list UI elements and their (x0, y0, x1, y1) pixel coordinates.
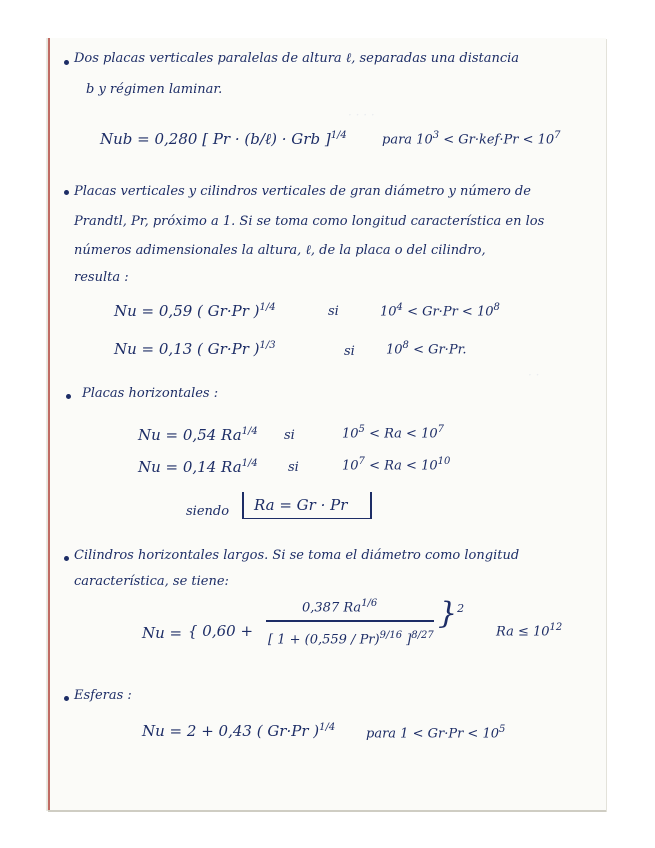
range-exponent: 8 (493, 302, 500, 313)
range-text: 10 (386, 342, 403, 358)
fraction-bar (266, 620, 434, 622)
section-text: Placas verticales y cilindros verticales de gran diámetro y número de (74, 184, 531, 199)
bleed-through-text: · · · · (348, 108, 375, 122)
range-exponent: 4 (396, 302, 403, 313)
condition-exponent: 5 (499, 724, 506, 735)
section-text: característica, se tiene: (74, 574, 229, 589)
condition-text: Ra ≤ 10 (496, 624, 550, 640)
range-exponent: 10 (437, 456, 451, 467)
equation-body: Nu = 0,13 ( Gr·Pr ) (114, 340, 260, 358)
equation-range (380, 302, 500, 319)
equation-body: Nu = 0,59 ( Gr·Pr ) (114, 302, 260, 320)
denominator-body: [ 1 + (0,559 / Pr) (268, 632, 380, 648)
denominator-bracket: ] (406, 632, 412, 648)
range-exponent: 7 (437, 424, 444, 435)
boxed-definition (242, 492, 372, 519)
equation-condition (328, 304, 339, 319)
bullet-dot (64, 556, 69, 561)
section-text: b y régimen laminar. (86, 82, 223, 97)
equation-range (386, 340, 466, 357)
bleed-through-text: · · (528, 368, 540, 382)
section-heading: Esferas : (74, 688, 132, 703)
equation-condition (496, 622, 562, 639)
equation-exponent: 1/4 (330, 130, 347, 141)
equation-exponent: 1/4 (241, 426, 258, 437)
equation-condition (366, 724, 505, 741)
condition-keyword: si (344, 344, 355, 359)
boxed-definition-text: Ra = Gr · Pr (254, 496, 348, 514)
condition-text: para 1 < Gr·Pr < 10 (366, 726, 499, 742)
range-text: < Gr·Pr < 10 (407, 304, 494, 320)
equation-exponent: 1/4 (319, 722, 336, 733)
bullet-dot (66, 394, 71, 399)
range-exponent: 8 (402, 340, 409, 351)
equation-lhs: Nu = (142, 624, 183, 642)
range-text: < Gr·Pr. (413, 342, 467, 358)
equation (138, 458, 258, 476)
closing-brace: } (438, 596, 458, 631)
equation-condition (284, 428, 295, 443)
equation-body: Nu = 0,54 Ra (138, 426, 242, 444)
equation-condition (288, 460, 299, 475)
equation (114, 340, 276, 358)
numerator-body: 0,387 Ra (302, 600, 362, 616)
condition-exponent: 3 (432, 130, 440, 141)
equation (100, 130, 347, 149)
range-text: 10 (342, 458, 359, 474)
equation (138, 426, 258, 444)
condition-exponent: 7 (554, 130, 561, 141)
bullet-dot (64, 696, 69, 701)
section-text: Dos placas verticales paralelas de altura ℓ, separadas una distancia (74, 51, 520, 66)
condition-text: para 10 (382, 132, 433, 148)
condition-text: < Gr·kef·Pr < 10 (443, 132, 555, 148)
equation-condition (344, 344, 355, 359)
equation-body: Nu = 0,14 Ra (138, 458, 242, 476)
condition-exponent: 12 (549, 622, 563, 633)
numerator-exponent: 1/6 (361, 598, 378, 609)
range-text: < Ra < 10 (369, 458, 438, 474)
condition-keyword: si (328, 304, 339, 319)
equation (114, 302, 276, 320)
section-text: números adimensionales la altura, ℓ, de la placa o del cilindro, (74, 243, 486, 258)
equation-open: { 0,60 + (188, 622, 254, 640)
siendo-label: siendo (186, 504, 230, 519)
equation-close (438, 596, 464, 631)
range-exponent: 7 (358, 456, 365, 467)
closing-exponent: 2 (457, 602, 465, 615)
denominator-exponent: 9/16 (379, 630, 403, 641)
range-text: 10 (380, 304, 397, 320)
equation-range (342, 456, 450, 473)
equation-range (342, 424, 444, 441)
denominator-exponent: 8/27 (411, 630, 434, 641)
fraction-numerator (302, 598, 377, 615)
section-text: Cilindros horizontales largos. Si se toma el diámetro como longitud (74, 548, 520, 563)
equation-condition (382, 130, 561, 147)
page-margin-line (48, 38, 50, 811)
range-exponent: 5 (358, 424, 365, 435)
condition-keyword: si (288, 460, 299, 475)
condition-keyword: si (284, 428, 295, 443)
notebook-page (47, 38, 606, 811)
equation-body: Nu = 2 + 0,43 ( Gr·Pr ) (142, 722, 320, 740)
range-text: < Ra < 10 (369, 426, 438, 442)
section-text: Prandtl, Pr, próximo a 1. Si se toma como longitud característica en los (74, 214, 545, 229)
bullet-dot (64, 60, 69, 65)
bullet-dot (64, 190, 69, 195)
section-heading: Placas horizontales : (82, 386, 219, 401)
equation-exponent: 1/4 (259, 302, 276, 313)
equation (142, 722, 335, 740)
page-bottom-edge (48, 810, 606, 812)
equation-exponent: 1/4 (241, 458, 258, 469)
fraction-denominator (268, 630, 434, 647)
range-text: 10 (342, 426, 359, 442)
section-text: resulta : (74, 270, 129, 285)
equation-exponent: 1/3 (259, 340, 276, 351)
equation-body: Nub = 0,280 [ Pr · (b/ℓ) · Grb ] (100, 130, 331, 148)
